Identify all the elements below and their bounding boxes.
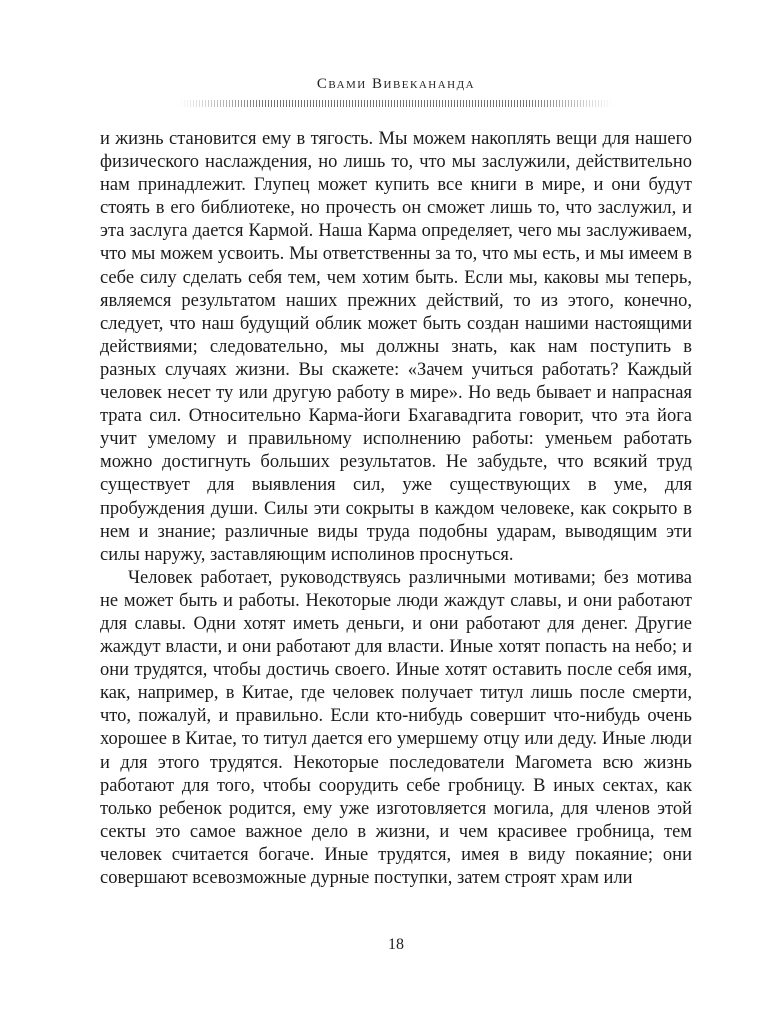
body-text — [100, 128, 692, 890]
body-paragraph: Человек работает, руководствуясь различными мотивами; без мотива не может быть и работы. Некоторые люди жаждут славы, и они работают для славы. Одни хотят иметь деньги, и они работают для денег. Другие жаждут власти, и они работают для власти. Иные хотят попасть на небо; и они трудятся, чтобы достичь своего. Иные хотят оставить после себя имя, как, например, в Китае, где человек получает титул лишь после смерти, что, пожалуй, и правильно. Если кто-нибудь совершит что-нибудь очень хорошее в Китае, то титул дается его умершему отцу или деду. Иные люди и для этого трудятся. Некоторые последователи Магомета всю жизнь работают для того, чтобы соорудить себе гробницу. В иных сектах, как только ребенок родится, ему уже изготовляется могила, для членов этой секты это самое важное дело в жизни, и чем красивее гробница, тем человек считается богаче. Иные трудятся, имея в виду покаяние; они совершают всевозможные дурные поступки, затем строят храм или — [100, 567, 692, 888]
body-paragraph: и жизнь становится ему в тягость. Мы можем накоплять вещи для нашего физического наслаждения, но лишь то, что мы заслужили, действительно нам принадлежит. Глупец может купить все книги в мире, и они будут стоять в его библиотеке, но прочесть он сможет лишь то, что заслужил, и эта заслуга дается Кармой. Наша Карма определяет, чего мы заслуживаем, что мы можем усвоить. Мы ответственны за то, что мы есть, и мы имеем в себе силу сделать себя тем, чем хотим быть. Если мы, каковы мы теперь, являемся результатом наших прежних действий, то из этого, конечно, следует, что наш будущий облик может быть создан нашими настоящими действиями; следовательно, мы должны знать, как нам поступить в разных случаях жизни. Вы скажете: «Зачем учиться работать? Каждый человек несет ту или другую работу в мире». Но ведь бывает и напрасная трата сил. Относительно Карма-йоги Бхагавадгита говорит, что эта йога учит умелому и правильному исполнению работы: уменьем работать можно достигнуть больших результатов. Не забудьте, что всякий труд существует для выявления сил, уже существующих в уме, для пробуждения души. Силы эти сокрыты в каждом человеке, как сокрыто в нем и знание; различные виды труда подобны ударам, выводящим эти силы наружу, заставляющим исполинов проснуться. — [100, 129, 692, 565]
header-divider-ornament — [178, 100, 614, 107]
content-column — [100, 76, 692, 890]
running-header: Свами Вивекананда — [316, 76, 476, 92]
page-number: 18 — [388, 936, 404, 953]
